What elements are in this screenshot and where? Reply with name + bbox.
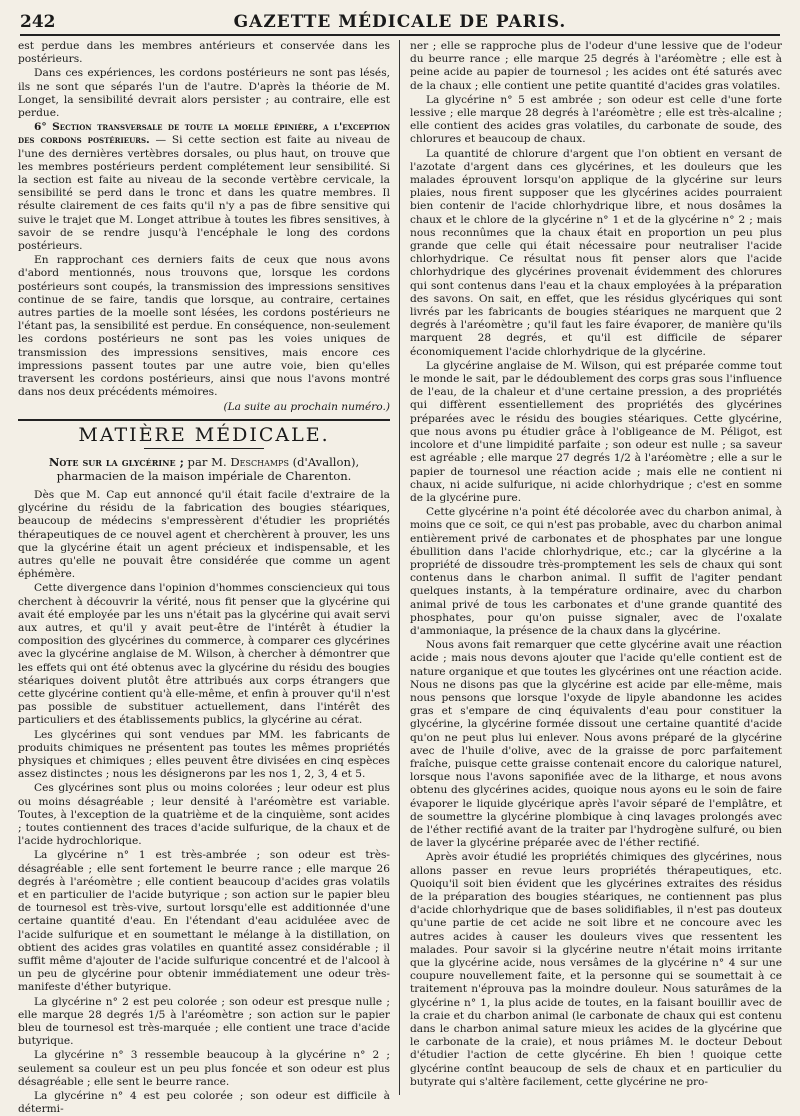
- paragraph: ner ; elle se rapproche plus de l'odeur d'une lessive que de l'odeur du beurre rance ; elle marque 25 degrés à l'aréomètre ; elle est à peine acide au papier de tournesol ; les acides ont été saturés avec de la chaux ; elle contient une petite quantité d'acides gras volatiles.: [410, 40, 782, 92]
- article-by: par M.: [183, 454, 231, 469]
- paragraph: Cette glycérine n'a point été décolorée avec du charbon animal, à moins que ce soit, ce qui n'est pas probable, avec du charbon animal entièrement privé de carbonates et de phosphates par une longue ébullition dans l'acide chlorhydrique, etc.; car la glycérine a la propriété de dissoudre très-promptement les sels de chaux qui sont contenus dans le charbon animal. Il suffit de l'agiter pendant quelques instants, à la température ordinaire, avec du charbon animal privé de tous les carbonates et d'une grande quantité des phosphates, pour qu'on puisse signaler, avec de l'oxalate d'ammoniaque, la présence de la chaux dans la glycérine.: [410, 506, 782, 637]
- section-rule: [18, 419, 390, 421]
- section-title: MATIÈRE MÉDICALE.: [78, 423, 330, 446]
- paragraph: La glycérine n° 4 est peu colorée ; son odeur est difficile à détermi-: [18, 1090, 390, 1116]
- paragraph: Après avoir étudié les propriétés chimiques des glycérines, nous allons passer en revue leurs propriétés thérapeutiques, etc. Quoiqu'il soit bien évident que les glycérines extraites des résidus de la préparation des bougies stéariques, ne contiennent pas plus d'acide chlorhydrique que de bases solidifiables, il n'est pas douteux qu'une partie de cet acide ne soit libre et ne concoure avec les autres acides à causer les douleurs vives que ressentent les malades. Pour savoir si la glycérine neutre n'était moins irritante que la glycérine acide, nous versâmes de la glycérine n° 4 sur une coupure nouvellement faite, et la personne qui se soumettait à ce traitement n'éprouva pas la moindre douleur. Nous saturâmes de la glycérine n° 1, la plus acide de toutes, en la faisant bouillir avec de la craie et du charbon animal (le carbonate de chaux qui est contenu dans le charbon animal sature mieux les acides de la glycérine que le carbonate de la craie), et nous priâmes M. le docteur Debout d'étudier l'action de cette glycérine. Eh bien ! quoique cette glycérine contînt beaucoup de sels de chaux et en particulier du butyrate qui s'altère facilement, cette glycérine ne pro-: [410, 851, 782, 1088]
- right-column: [410, 40, 782, 1095]
- paragraph: Les glycérines qui sont vendues par MM. les fabricants de produits chimiques ne présentent pas toutes les mêmes propriétés physiques et chimiques ; elles peuvent être divisées en cinq espèces assez distinctes ; nous les désignerons par les nos 1, 2, 3, 4 et 5.: [18, 728, 390, 781]
- journal-title: GAZETTE MÉDICALE DE PARIS.: [233, 12, 567, 32]
- paragraph: Cette divergence dans l'opinion d'hommes consciencieux qui tous cherchent à découvrir la vérité, nous fit penser que la glycérine qui avait été employée par les uns n'était pas la glycérine qui avait servi aux autres, et qu'il y avait peut-être de l'intérêt à étudier la composition des glycérines du commerce, à comparer ces glycérines avec la glycérine anglaise de M. Wilson, à chercher à démontrer que les effets qui ont été obtenus avec la glycérine du résidu des bougies stéariques doivent plutôt être attribués aux corps étrangers que cette glycérine contient qu'à elle-même, et enfin à prouver qu'il n'est pas possible de substituer actuellement, dans l'intérêt des particuliers et des établissements publics, la glycérine au cérat.: [18, 582, 390, 727]
- paragraph: La glycérine n° 2 est peu colorée ; son odeur est presque nulle ; elle marque 28 degrés 1/5 à l'aréomètre ; son action sur le papier bleu de tournesol est très-marquée ; elle contient une trace d'acide butyrique.: [18, 995, 390, 1048]
- paragraph: La quantité de chlorure d'argent que l'on obtient en versant de l'azotate d'argent dans ces glycérines, et les douleurs que les malades éprouvent lorsqu'on applique de la glycérine sur leurs plaies, nous firent supposer que les glycérines acides pourraient bien contenir de l'acide chlorhydrique libre, et nous dosâmes la chaux et le chlore de la glycérine n° 1 et de la glycérine n° 2 ; mais nous reconnûmes que la chaux était en proportion un peu plus grande que celle qui était nécessaire pour neutraliser l'acide chlorhydrique. Ce résultat nous fit penser alors que l'acide chlorhydrique des glycérines provenait évidemment des chlorures qui sont contenus dans l'eau et la chaux employées à la préparation des savons. On sait, en effet, que les résidus glycériques qui sont livrés par les fabricants de bougies stéariques ne marquent que 2 degrés à l'aréomètre ; qu'il faut les faire évaporer, de manière qu'ils marquent 28 degrés, et qu'il est difficile de séparer économiquement l'acide chlorhydrique de la glycérine.: [410, 147, 782, 358]
- paragraph: En rapprochant ces derniers faits de ceux que nous avons d'abord mentionnés, nous trouvons que, lorsque les cordons postérieurs sont coupés, la transmission des impressions sensitives continue de se faire, tandis que lorsque, au contraire, certaines autres parties de la moelle sont lésées, les cordons postérieurs ne l'étant pas, la sensibilité est perdue. En conséquence, non-seulement les cordons postérieurs ne sont pas les voies uniques de transmission des impressions sensitives, mais encore ces impressions passent toutes par une autre voie, bien qu'elles traversent les cordons postérieurs, ainsi que nous l'avons montré dans nos deux précédents mémoires.: [18, 254, 390, 399]
- paragraph: Nous avons fait remarquer que cette glycérine avait une réaction acide ; mais nous devons ajouter que l'acide qu'elle contient est de nature organique et que toutes les glycérines ont une réaction acide. Nous ne disons pas que la glycérine est acide par elle-même, mais nous pensons que lorsque l'oxyde de lipyle abandonne les acides gras et s'empare de cinq équivalents d'eau pour constituer la glycérine, la glycérine formée dissout une certaine quantité d'acide qu'on ne peut plus lui enlever. Nous avons préparé de la glycérine avec de l'huile d'olive, avec de la graisse de porc parfaitement fraîche, puisque cette graisse contenait encore du calorique naturel, lorsque nous l'avons saponifiée avec de la litharge, et nous avons obtenu des glycérines acides, quoique nous ayons eu le soin de faire évaporer le liquide glycérique après l'avoir séparé de l'emplâtre, et de soumettre la glycérine plombique à cinq lavages prolongés avec de l'éther rectifié avant de la traiter par l'hydrogène sulfuré, ou bien de laver la glycérine préparée avec de l'éther rectifié.: [410, 639, 782, 850]
- article-heading: [18, 455, 390, 483]
- continued-note: (La suite au prochain numéro.): [223, 401, 390, 414]
- paragraph-text: — Si cette section est faite au niveau de l'une des dernières vertèbres dorsales, ou plus haut, on trouve que les membres postérieurs perdent complétement leur sensibilité. Si la section est faite au niveau de la seconde vertèbre cervicale, la sensibilité se perd dans le tronc et dans les quatre membres. Il résulte clairement de ces faits qu'il n'y a pas de fibre sensitive qui suive le trajet que M. Longet attribue à toutes les fibres sensitives, à savoir de se rendre jusqu'à l'encéphale le long des cordons postérieurs.: [18, 134, 390, 253]
- column-divider: [399, 40, 400, 1095]
- paragraph: Ces glycérines sont plus ou moins colorées ; leur odeur est plus ou moins désagréable ; leur densité à l'aréomètre est variable. Toutes, à l'exception de la quatrième et de la cinquième, sont acides ; toutes contiennent des traces d'acide sulfurique, de la chaux et de l'acide hydrochlorique.: [18, 782, 390, 848]
- paragraph: Dans ces expériences, les cordons postérieurs ne sont pas lésés, ils ne sont que séparés l'un de l'autre. D'après la théorie de M. Longet, la sensibilité devrait alors persister ; au contraire, elle est perdue.: [18, 67, 390, 120]
- paragraph: La glycérine anglaise de M. Wilson, qui est préparée comme tout le monde le sait, par le dédoublement des corps gras sous l'influence de l'eau, de la chaleur et d'une certaine pression, a des propriétés qui diffèrent essentiellement des propriétés des glycérines préparées avec le résidu des bougies stéariques. Cette glycérine, que nous avons pu étudier grâce à l'obligeance de M. Péligot, est incolore et d'une limpidité parfaite ; son odeur est nulle ; sa saveur est agréable ; elle marque 27 degrés 1/2 à l'aréomètre ; elle a sur le papier de tournesol une réaction acide ; mais elle ne contient ni chaux, ni acide sulfurique, ni acide chlorhydrique ; c'est en somme de la glycérine pure.: [410, 359, 782, 504]
- paragraph: [18, 121, 390, 253]
- paragraph: La glycérine n° 3 ressemble beaucoup à la glycérine n° 2 ; seulement sa couleur est un peu plus foncée et son odeur est plus désagréable ; elle sent le beurre rance.: [18, 1049, 390, 1088]
- article-author: Deschamps: [230, 454, 289, 469]
- article-label: Note sur la glycérine ;: [48, 454, 184, 469]
- paragraph: La glycérine n° 5 est ambrée ; son odeur est celle d'une forte lessive ; elle marque 28 degrés à l'aréomètre ; elle est très-alcaline ; elle contient des acides gras volatiles, du carbonate de soude, des chlorures et beaucoup de chaux.: [410, 93, 782, 146]
- page-header: [20, 8, 780, 36]
- paragraph: Dès que M. Cap eut annoncé qu'il était facile d'extraire de la glycérine du résidu de la fabrication des bougies stéariques, beaucoup de médecins s'empressèrent d'étudier les propriétés thérapeutiques de ce nouvel agent et cherchèrent à prouver, les uns que la glycérine était un agent précieux et indispensable, et les autres qu'elle ne pouvait être considérée que comme un agent éphémère.: [18, 488, 390, 581]
- left-column: [18, 40, 390, 1116]
- page-number: 242: [20, 12, 56, 32]
- title-underline: [144, 448, 264, 449]
- paragraph: est perdue dans les membres antérieurs et conservée dans les postérieurs.: [18, 40, 390, 66]
- paragraph: La glycérine n° 1 est très-ambrée ; son odeur est très-désagréable ; elle sent fortement le beurre rance ; elle marque 26 degrés à l'aréomètre ; elle contient beaucoup d'acides gras volatils et en particulier de l'acide butyrique ; son action sur le papier bleu de tournesol est très-vive, surtout lorsqu'elle est additionnée d'une certaine quantité d'eau. En l'étendant d'eau aciduléee avec de l'acide sulfurique et en soumettant le mélange à la distillation, on obtient des acides gras volatiles en quantité assez considérable ; il suffit même d'ajouter de l'acide sulfurique concentré et de l'alcool à un peu de glycérine pour obtenir immédiatement une odeur très-manifeste d'éther butyrique.: [18, 849, 390, 994]
- article-affiliation: (d'Avallon), pharmacien de la maison impériale de Charenton.: [56, 454, 360, 483]
- subsection-heading: 6° Section transversale de toute la moelle épinière, a l'exception des cordons postérieurs.: [18, 121, 390, 147]
